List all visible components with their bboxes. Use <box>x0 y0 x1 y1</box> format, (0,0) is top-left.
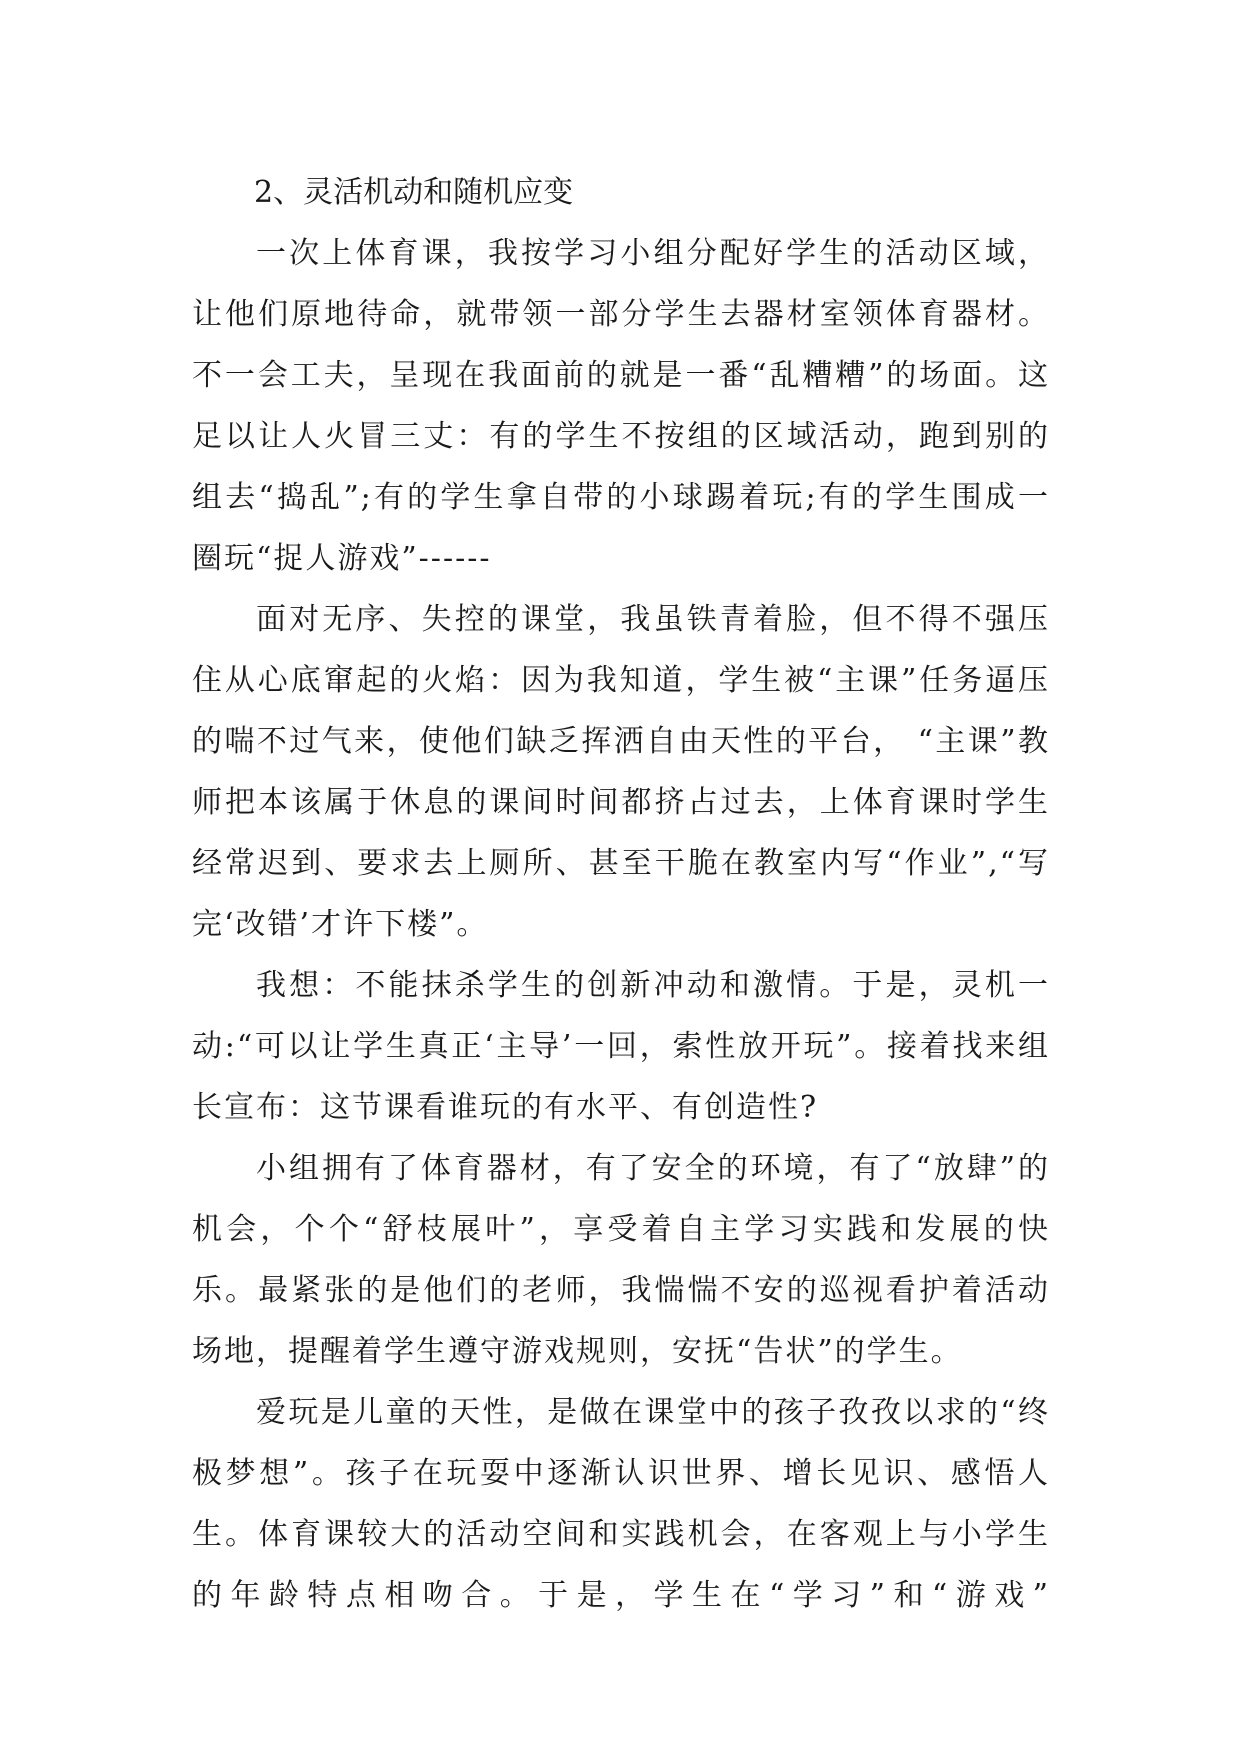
section-heading: 2、灵活机动和随机应变 <box>254 175 574 210</box>
paragraph-2: 面对无序、失控的课堂，我虽铁青着脸，但不得不强压住从心底窜起的火焰：因为我知道，学生被“主课”任务逼压的喘不过气来，使他们缺乏挥洒自由天性的平台， “主课”教师把本该属于休息的课间时间都挤占过去，上体育课时学生经常迟到、要求去上厕所、甚至干脆在教室内写“作业”,“写完‘改错’才许下楼”。 <box>192 602 1050 942</box>
document-body <box>192 162 1050 1626</box>
paragraph-3: 我想：不能抹杀学生的创新冲动和激情。于是，灵机一动:“可以让学生真正‘主导’一回，索性放开玩”。接着找来组长宣布：这节课看谁玩的有水平、有创造性? <box>192 968 1050 1125</box>
paragraph-5: 爱玩是儿童的天性，是做在课堂中的孩子孜孜以求的“终极梦想”。孩子在玩耍中逐渐认识世界、增长见识、感悟人生。体育课较大的活动空间和实践机会，在客观上与小学生的年龄特点相吻合。于是，学生在“学习”和“游戏” <box>192 1395 1050 1613</box>
paragraph-4: 小组拥有了体育器材，有了安全的环境，有了“放肆”的机会，个个“舒枝展叶”，享受着自主学习实践和发展的快乐。最紧张的是他们的老师，我惴惴不安的巡视看护着活动场地，提醒着学生遵守游戏规则，安抚“告状”的学生。 <box>192 1151 1050 1369</box>
paragraph-1: 一次上体育课，我按学习小组分配好学生的活动区域，让他们原地待命，就带领一部分学生去器材室领体育器材。不一会工夫，呈现在我面前的就是一番“乱糟糟”的场面。这足以让人火冒三丈：有的学生不按组的区域活动，跑到别的组去“捣乱”;有的学生拿自带的小球踢着玩;有的学生围成一圈玩“捉人游戏”------ <box>192 236 1050 576</box>
